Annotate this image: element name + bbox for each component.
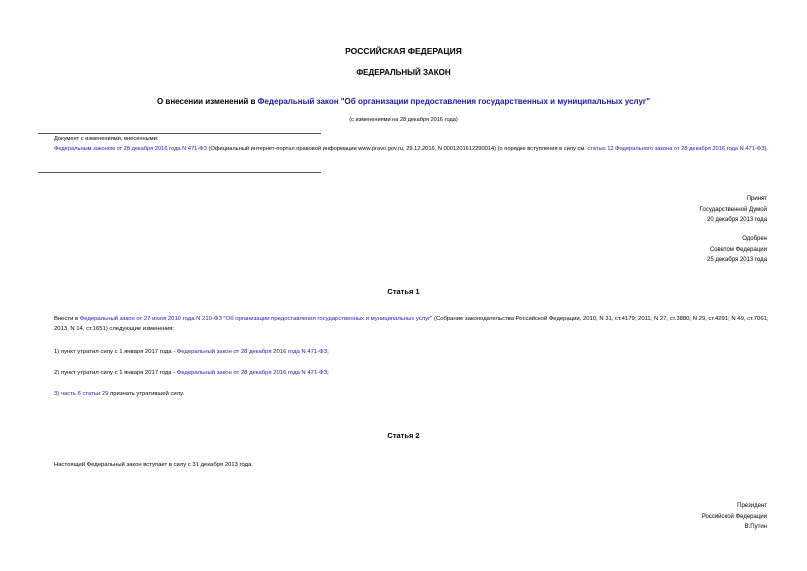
item-3-text: признать утратившей силу.	[108, 391, 185, 397]
item-2-end: ;	[327, 370, 329, 376]
changes-article-link[interactable]: статью 12 Федерального закона от 28 декабря 2016 года N 471-ФЗ	[587, 146, 765, 152]
doc-type-heading: ФЕДЕРАЛЬНЫЙ ЗАКОН	[356, 68, 451, 77]
article-1-text	[38, 314, 773, 334]
adopted-body: Государственной Думой	[699, 206, 767, 213]
article-1-heading: Статья 1	[387, 287, 420, 296]
article-1-suffix: (Собрание законодательства Российской Федерации, 2010, N 31, ст.4179; 2011, N 27, ст.3880; N 29, ст.4291; N 49, ст.7061; 2013, N 14, ст.1651) следующие изменения:	[54, 316, 769, 332]
item-2-text: 2) пункт утратил силу с 1 января 2017 года -	[54, 370, 177, 376]
changes-note	[38, 134, 778, 154]
changes-law-link[interactable]: Федеральным законом от 28 декабря 2016 года N 471-ФЗ	[54, 146, 207, 152]
item-3-article-link[interactable]: часть 6 статьи 29	[60, 391, 109, 397]
changes-intro: Документ с изменениями, внесенными:	[54, 136, 159, 142]
adopted-label: Принят	[746, 196, 767, 202]
article-2-text	[38, 460, 773, 470]
signature-title: Президент	[737, 503, 767, 509]
signature-block	[567, 501, 767, 533]
item-3-number: 3)	[54, 391, 61, 397]
changes-bottom-divider	[38, 172, 321, 173]
approved-label: Одобрен	[742, 236, 767, 242]
adopted-block	[567, 194, 767, 226]
item-1-law-link[interactable]: Федеральный закон от 28 декабря 2016 года N 471-ФЗ	[176, 349, 328, 355]
document-title	[0, 97, 807, 106]
changes-body	[38, 144, 778, 154]
item-1-end: ;	[327, 349, 329, 355]
changes-source-text: (Официальный интернет-портал правовой информации www.pravo.gov.ru, 29.12.2016, N 0001201612290014) (о порядке вступления в силу см.	[206, 146, 588, 152]
federation-heading: РОССИЙСКАЯ ФЕДЕРАЦИЯ	[345, 46, 462, 56]
title-law-link[interactable]: Федеральный закон "Об организации предоставления государственных и муниципальных услуг"	[257, 97, 651, 106]
signature-country: Российской Федерации	[701, 513, 767, 520]
approved-body: Советом Федерации	[709, 246, 767, 253]
law-210-link[interactable]: Федеральный закон от 27 июля 2010 года N 210-ФЗ "Об организации предоставления государственных и муниципальных услуг"	[79, 316, 433, 322]
article-1-item-3	[38, 389, 773, 399]
adopted-date: 20 декабря 2013 года	[706, 217, 767, 223]
edition-note: (с изменениями на 28 декабря 2016 года)	[349, 117, 458, 123]
article-1-prefix: Внести в	[54, 316, 80, 322]
article-1-item-1	[38, 347, 773, 357]
approved-date: 25 декабря 2013 года	[706, 257, 767, 263]
article-2-paragraph: Настоящий Федеральный закон вступает в силу с 31 декабря 2013 года.	[54, 462, 253, 468]
item-2-law-link[interactable]: Федеральный закон от 28 декабря 2016 года N 471-ФЗ	[176, 370, 328, 376]
title-prefix: О внесении изменений в	[156, 97, 258, 106]
article-2-heading: Статья 2	[387, 431, 420, 440]
item-1-text: 1) пункт утратил силу с 1 января 2017 года -	[54, 349, 177, 355]
signature-name: В.Путин	[744, 524, 767, 530]
article-1-paragraph	[38, 314, 773, 334]
article-1-item-2	[38, 368, 773, 378]
approved-block	[567, 234, 767, 266]
changes-end-text: ).	[764, 146, 768, 152]
